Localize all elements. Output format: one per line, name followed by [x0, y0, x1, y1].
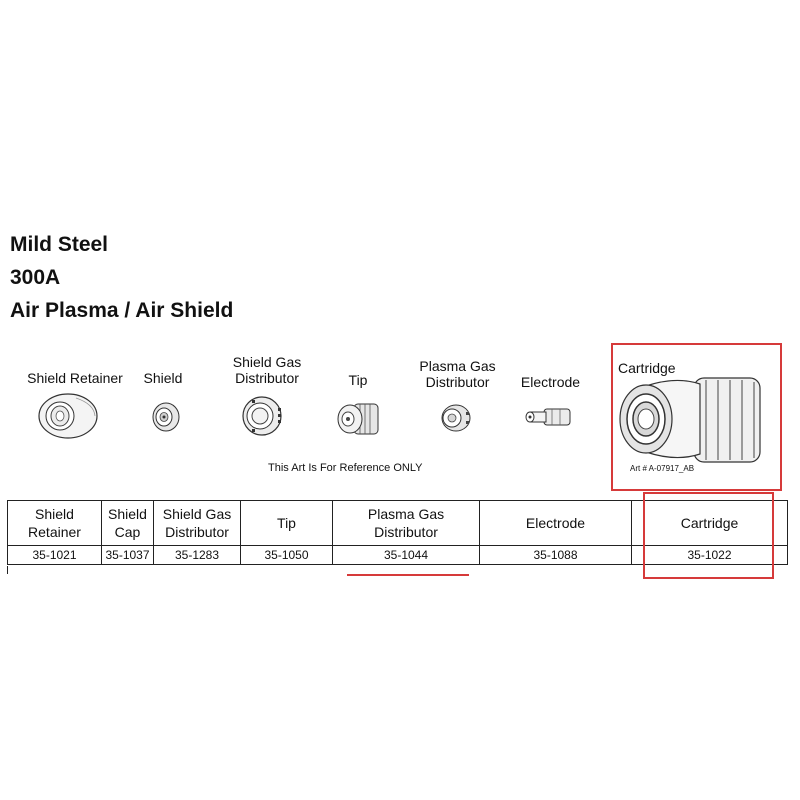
cell-shield-retainer: 35-1021 [8, 546, 102, 565]
table-edge-line [7, 566, 8, 574]
cell-cartridge: 35-1022 [632, 546, 788, 565]
label-plasma-gas-distributor: Plasma Gas Distributor [419, 358, 496, 390]
cell-plasma-gas-distributor: 35-1044 [333, 546, 480, 565]
plasma-gas-distributor-icon [438, 402, 472, 434]
header-plasma-gas-distributor: Plasma Gas Distributor [333, 501, 480, 546]
shield-retainer-icon [36, 390, 100, 442]
cartridge-highlight-box [611, 343, 782, 491]
label-shield: Shield [143, 370, 183, 386]
cell-electrode: 35-1088 [480, 546, 632, 565]
header-cartridge: Cartridge [632, 501, 788, 546]
title-amperage: 300A [10, 266, 61, 289]
header-electrode: Electrode [480, 501, 632, 546]
header-shield-retainer: Shield Retainer [8, 501, 102, 546]
electrode-icon [522, 404, 574, 430]
cell-shield-gas-distributor: 35-1283 [154, 546, 241, 565]
cell-tip: 35-1050 [241, 546, 333, 565]
cell-shield-cap: 35-1037 [102, 546, 154, 565]
label-cartridge: Cartridge [618, 360, 676, 376]
cartridge-column-highlight [643, 492, 774, 579]
tip-icon [334, 400, 382, 438]
shield-icon [150, 400, 182, 434]
reference-note: This Art Is For Reference ONLY [268, 462, 423, 474]
label-shield-gas-distributor: Shield Gas Distributor [232, 354, 302, 386]
label-shield-retainer: Shield Retainer [27, 370, 123, 386]
header-tip: Tip [241, 501, 333, 546]
label-electrode: Electrode [520, 374, 581, 390]
title-process: Air Plasma / Air Shield [10, 299, 234, 322]
title-material: Mild Steel [10, 233, 109, 256]
art-number: Art # A-07917_AB [630, 464, 695, 473]
header-shield-gas-distributor: Shield Gas Distributor [154, 501, 241, 546]
header-shield-cap: Shield Cap [102, 501, 154, 546]
shield-gas-distributor-icon [240, 394, 284, 438]
label-tip: Tip [348, 372, 368, 388]
plasma-gas-distributor-underline [347, 574, 469, 576]
